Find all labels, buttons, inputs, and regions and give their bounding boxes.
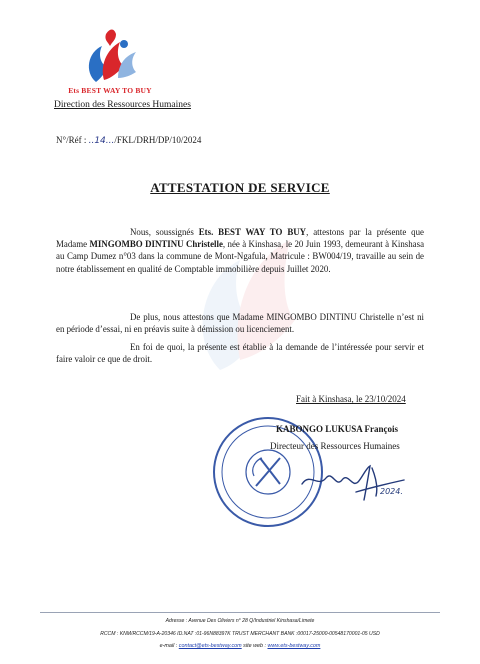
handwritten-signature-icon [296, 458, 416, 508]
p1-middle: , attestons par la présente que Madame [56, 227, 424, 250]
footer-address: Adresse : Avenue Des Oliviers n° 28 Q/Industriel Kinshasa/Limete [165, 618, 315, 624]
signer-title: Directeur des Ressources Humaines [270, 441, 400, 451]
paragraph-status: De plus, nous attestons que Madame MINGOMBO DINTINU Christelle n’est ni en période d’essai, ni en préavis suite à démission ou licenciement. [56, 312, 424, 335]
footer-website-link[interactable]: www.ets-bestway.com [267, 643, 321, 649]
signer-name: KABONGO LUKUSA François [276, 424, 399, 434]
footer-divider [40, 612, 440, 613]
reference-number: ..14... [88, 136, 115, 146]
footer-web-label: site web : [241, 643, 268, 649]
department-heading: Direction des Ressources Humaines [54, 100, 191, 110]
reference-label: N°/Réf : [56, 135, 89, 145]
p1-company: Ets. BEST WAY TO BUY [198, 227, 307, 237]
p1-employee-name: MINGOMBO DINTINU Christelle [89, 239, 223, 250]
footer-registration: RCCM : KNM/RCCM/19-A-20346 ID.NAT :01-96N88397K TRUST MERCHANT BANK :00017-25000-00548170001-05 USD [100, 631, 380, 637]
p1-intro: Nous, soussignés [130, 227, 199, 237]
document-title: ATTESTATION DE SERVICE [150, 180, 330, 195]
paragraph-identity [56, 226, 424, 275]
footer-email-label: e-mail : [159, 643, 179, 649]
footer-email-link[interactable]: contact@ets-bestway.com [178, 643, 242, 649]
footer-contact [0, 643, 480, 649]
company-logo-text: Ets BEST WAY TO BUY [68, 86, 152, 95]
place-and-date: Fait à Kinshasa, le 23/10/2024 [296, 394, 406, 404]
paragraph-closing: En foi de quoi, la présente est établie à la demande de l’intéressée pour servir et faire valoir ce que de droit. [56, 342, 424, 365]
p1-details: , née à Kinshasa, le 20 Juin 1993, demeurant à Kinshasa au Camp Dumez n°03 dans la commune de Mont-Ngafula, Matricule : BW004/19, travaille au sein de notre établissement en qualité de Comptable immobilière depuis Juillet 2020. [56, 239, 425, 274]
handwritten-date: 2024. [380, 487, 403, 496]
reference-line [56, 135, 201, 146]
company-logo-icon [66, 24, 156, 94]
reference-suffix: /FKL/DRH/DP/10/2024 [114, 135, 202, 145]
